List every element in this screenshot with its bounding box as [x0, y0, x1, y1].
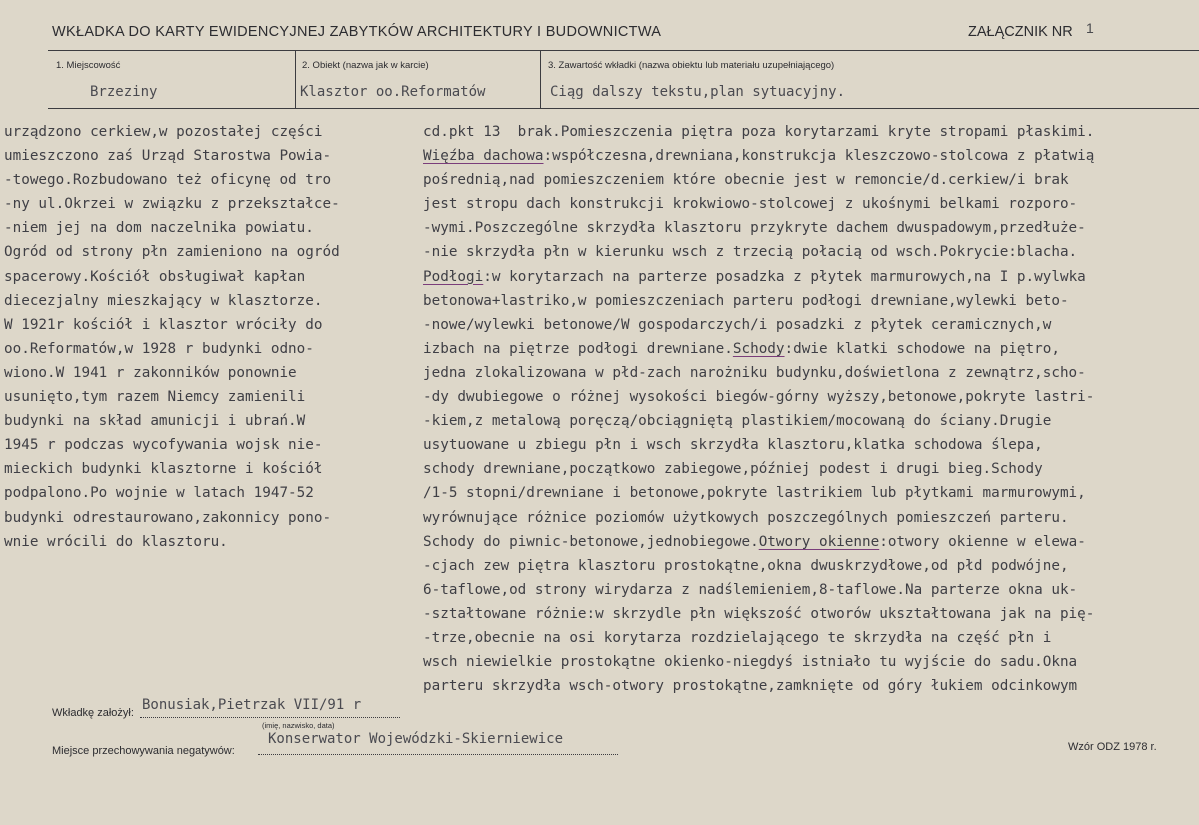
text-line: [423, 506, 1199, 530]
text-line: [423, 120, 1199, 144]
text-segment: -trze,obecnie na osi korytarza rozdzielającego te skrzydła na część płn i: [423, 629, 1052, 646]
text-line: [423, 337, 1199, 361]
text-segment: jedna zlokalizowana w płd-zach narożniku budynku,doświetlona z zewnątrz,scho-: [423, 364, 1086, 381]
attachment-number: 1: [1086, 20, 1094, 36]
text-segment: wsch niewielkie prostokątne okienko-niegdyś istniało tu wyjście do sadu.Okna: [423, 654, 1078, 671]
attachment-label: ZAŁĄCZNIK NR: [968, 24, 1073, 40]
text-line: -towego.Rozbudowano też oficynę od tro: [4, 172, 332, 189]
text-line: oo.Reformatów,w 1928 r budynki odno-: [4, 340, 314, 357]
inserted-by-hint: (imię, nazwisko, data): [262, 721, 335, 730]
text-line: [423, 385, 1199, 409]
object-label: 2. Obiekt (nazwa jak w karcie): [302, 60, 429, 71]
text-line: [423, 361, 1199, 385]
text-segment: Schody do piwnic-betonowe,jednobiegowe.: [423, 533, 759, 550]
locality-value: Brzeziny: [90, 84, 158, 100]
text-segment: -kiem,z metalową poręczą/obciągniętą plastikiem/mocowaną do ściany.Drugie: [423, 413, 1052, 430]
text-line: budynki odrestaurowano,zakonnicy pono-: [4, 509, 332, 526]
text-segment: -nowe/wylewki betonowe/W gospodarczych/i posadzki z płytek ceramicznych,w: [423, 316, 1052, 333]
negatives-label: Miejsce przechowywania negatywów:: [52, 745, 235, 757]
object-value: Klasztor oo.Reformatów: [300, 84, 486, 100]
text-line: mieckich budynki klasztorne i kościół: [4, 461, 323, 478]
right-text-column: [423, 120, 1199, 698]
text-segment: izbach na piętrze podłogi drewniane.: [423, 340, 733, 357]
content-value: Ciąg dalszy tekstu,plan sytuacyjny.: [550, 84, 846, 100]
text-segment: parteru skrzydła wsch-otwory prostokątne,zamknięte od góry łukiem odcinkowym: [423, 678, 1078, 695]
text-line: W 1921r kościół i klasztor wróciły do: [4, 316, 323, 333]
section-heading: Więźba dachowa: [423, 148, 544, 165]
text-line: [423, 602, 1199, 626]
text-line: [423, 192, 1199, 216]
text-segment: usytuowane u zbiegu płn i wsch skrzydła klasztoru,klatka schodowa ślepa,: [423, 437, 1043, 454]
text-line: budynki na skład amunicji i ubrań.W: [4, 413, 306, 430]
text-segment: schody drewniane,początkowo zabiegowe,później podest i drugi bieg.Schody: [423, 461, 1043, 478]
text-line: -ny ul.Okrzei w związku z przekształce-: [4, 196, 340, 213]
fields-bottom-rule: [48, 108, 1199, 109]
text-segment: jest stropu dach konstrukcji krokwiowo-stolcowej z ukośnymi belkami rozporo-: [423, 196, 1078, 213]
text-segment: 6-taflowe,od strony wirydarza z nadślemieniem,8-taflowe.Na parterze okna uk-: [423, 581, 1078, 598]
text-line: [423, 481, 1199, 505]
text-line: [423, 144, 1199, 168]
text-segment: wyrównujące różnice poziomów użytkowych poszczególnych pomieszczeń parteru.: [423, 509, 1069, 526]
text-segment: -ształtowane różnie:w skrzydle płn większość otworów ukształtowana jak na pię-: [423, 605, 1095, 622]
text-line: [423, 265, 1199, 289]
negatives-line: [258, 754, 618, 755]
text-line: urządzono cerkiew,w pozostałej części: [4, 124, 323, 140]
text-line: diecezjalny mieszkający w klasztorze.: [4, 292, 323, 309]
section-heading: Podłogi: [423, 268, 484, 285]
text-line: [423, 650, 1199, 674]
text-line: [423, 433, 1199, 457]
text-line: [423, 457, 1199, 481]
text-line: [423, 554, 1199, 578]
inserted-by-label: Wkładkę założył:: [52, 707, 134, 719]
inserted-by-line: [140, 717, 400, 718]
field-divider-2: [540, 50, 541, 108]
text-line: [423, 216, 1199, 240]
text-line: -niem jej na dom naczelnika powiatu.: [4, 220, 314, 237]
text-line: [423, 409, 1199, 433]
text-segment: :współczesna,drewniana,konstrukcja kleszczowo-stolcowa z płatwią: [543, 148, 1095, 165]
inserted-by-value: Bonusiak,Pietrzak VII/91 r: [142, 697, 362, 713]
text-line: [423, 168, 1199, 192]
text-segment: betonowa+lastriko,w pomieszczeniach parteru podłogi drewniane,wylewki beto-: [423, 292, 1069, 309]
locality-label: 1. Miejscowość: [56, 60, 121, 71]
text-segment: /1-5 stopni/drewniane i betonowe,pokryte lastrikiem lub płytkami marmurowymi,: [423, 485, 1086, 502]
text-line: 1945 r podczas wycofywania wojsk nie-: [4, 437, 323, 454]
text-segment: -cjach zew piętra klasztoru prostokątne,okna dwuskrzydłowe,od płd podwójne,: [423, 557, 1069, 574]
text-segment: pośrednią,nad pomieszczeniem które obecnie jest w remoncie/d.cerkiew/i brak: [423, 172, 1069, 189]
text-segment: :dwie klatki schodowe na piętro,: [784, 340, 1060, 357]
form-template-label: Wzór ODZ 1978 r.: [1068, 741, 1157, 753]
text-segment: :w korytarzach na parterze posadzka z płytek marmurowych,na I p.wylwka: [483, 268, 1086, 285]
text-segment: -wymi.Poszczególne skrzydła klasztoru przykryte dachem dwuspadowym,przedłuże-: [423, 220, 1086, 237]
text-line: wnie wrócili do klasztoru.: [4, 533, 228, 550]
text-line: spacerowy.Kościół obsługiwał kapłan: [4, 268, 306, 285]
card-title: WKŁADKA DO KARTY EWIDENCYJNEJ ZABYTKÓW ARCHITEKTURY I BUDOWNICTWA: [52, 24, 662, 40]
text-segment: cd.pkt 13 brak.Pomieszczenia piętra poza korytarzami kryte stropami płaskimi.: [423, 124, 1095, 140]
text-line: [423, 313, 1199, 337]
field-divider-1: [295, 50, 296, 108]
text-segment: :otwory okienne w elewa-: [879, 533, 1086, 550]
section-heading: Schody: [732, 340, 785, 357]
text-line: [423, 289, 1199, 313]
content-label: 3. Zawartość wkładki (nazwa obiektu lub materiału uzupełniającego): [548, 60, 835, 71]
text-line: [423, 240, 1199, 264]
text-line: Ogród od strony płn zamieniono na ogród: [4, 244, 340, 261]
text-segment: -dy dwubiegowe o różnej wysokości biegów-górny wyższy,betonowe,pokryte lastri-: [423, 389, 1095, 406]
header-rule: [48, 50, 1199, 51]
text-segment: -nie skrzydła płn w kierunku wsch z trzecią połacią od wsch.Pokrycie:blacha.: [423, 244, 1078, 261]
left-text-column: [4, 120, 404, 554]
text-line: [423, 530, 1199, 554]
text-line: podpalono.Po wojnie w latach 1947-52: [4, 485, 314, 502]
negatives-value: Konserwator Wojewódzki-Skierniewice: [268, 731, 564, 747]
text-line: [423, 674, 1199, 698]
text-line: [423, 578, 1199, 602]
text-line: usunięto,tym razem Niemcy zamienili: [4, 389, 306, 406]
text-line: [423, 626, 1199, 650]
section-heading: Otwory okienne: [758, 533, 880, 550]
text-line: umieszczono zaś Urząd Starostwa Powia-: [4, 148, 332, 165]
text-line: wiono.W 1941 r zakonników ponownie: [4, 364, 297, 381]
